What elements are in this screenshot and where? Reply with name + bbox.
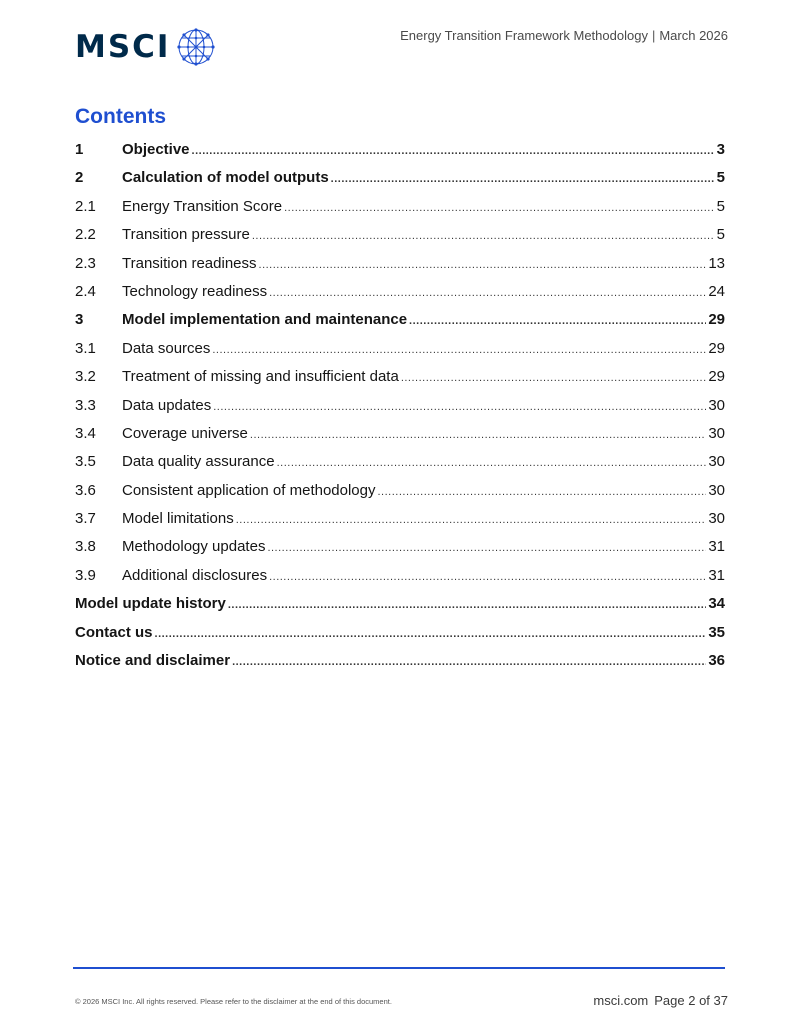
toc-leader-dots <box>250 429 706 441</box>
toc-entry-title: Treatment of missing and insufficient data <box>122 368 399 386</box>
toc-entry-title: Transition readiness <box>122 254 257 272</box>
toc-entry-number: 2 <box>75 169 84 187</box>
toc-entry-page: 5 <box>716 197 725 215</box>
logo-wordmark: MSCI <box>75 28 171 65</box>
toc-entry-number: 2.4 <box>75 282 96 300</box>
toc-entry-title: Data updates <box>122 396 212 414</box>
toc-entry[interactable] <box>75 595 725 623</box>
toc-entry[interactable] <box>75 453 725 481</box>
table-of-contents <box>75 141 725 680</box>
toc-leader-dots <box>252 230 715 242</box>
toc-entry-page: 3 <box>716 141 725 158</box>
toc-leader-dots <box>401 372 707 384</box>
footer-site: msci.com <box>593 993 649 1008</box>
toc-entry-number: 3.8 <box>75 538 96 556</box>
toc-leader-dots <box>378 486 707 498</box>
toc-leader-dots <box>267 542 706 554</box>
toc-entry-page: 24 <box>708 282 725 300</box>
toc-entry-page: 29 <box>708 311 725 329</box>
toc-entry-page: 34 <box>708 595 725 613</box>
document-title: Energy Transition Framework Methodology <box>400 28 648 43</box>
toc-entry[interactable] <box>75 624 725 652</box>
toc-entry-page: 29 <box>708 368 725 386</box>
toc-entry-title: Notice and disclaimer <box>75 652 231 670</box>
toc-entry-title: Energy Transition Score <box>122 197 283 215</box>
toc-entry-title: Model update history <box>75 595 226 613</box>
toc-entry-page: 31 <box>708 538 725 556</box>
toc-entry[interactable] <box>75 255 725 283</box>
toc-entry-page: 13 <box>708 254 725 272</box>
toc-entry-title: Data quality assurance <box>122 453 275 471</box>
toc-entry[interactable] <box>75 425 725 453</box>
document-header <box>400 28 728 43</box>
toc-entry-title: Technology readiness <box>122 282 268 300</box>
toc-entry-page: 36 <box>708 652 725 670</box>
toc-entry-number: 3.3 <box>75 396 96 414</box>
copyright-notice: © 2026 MSCI Inc. All rights reserved. Please refer to the disclaimer at the end of this document. <box>75 997 392 1006</box>
globe-icon <box>176 27 216 67</box>
toc-entry-number: 3.6 <box>75 481 96 499</box>
toc-leader-dots <box>212 344 706 356</box>
toc-entry-page: 30 <box>708 424 725 442</box>
toc-entry-title: Objective <box>122 141 190 158</box>
toc-entry-number: 3.9 <box>75 566 96 584</box>
toc-entry-title: Methodology updates <box>122 538 266 556</box>
header-separator: | <box>651 28 656 43</box>
toc-entry-title: Calculation of model outputs <box>122 169 329 187</box>
toc-entry[interactable] <box>75 397 725 425</box>
toc-entry[interactable] <box>75 482 725 510</box>
toc-entry-page: 30 <box>708 396 725 414</box>
toc-entry-number: 1 <box>75 141 84 158</box>
toc-entry-number: 3 <box>75 311 84 329</box>
toc-leader-dots <box>409 315 706 327</box>
toc-entry-number: 2.3 <box>75 254 96 272</box>
toc-entry-page: 35 <box>708 623 725 641</box>
toc-entry[interactable] <box>75 141 725 169</box>
toc-entry-number: 3.7 <box>75 510 96 528</box>
toc-entry-page: 5 <box>716 226 725 244</box>
toc-entry[interactable] <box>75 283 725 311</box>
toc-entry-page: 30 <box>708 481 725 499</box>
toc-entry[interactable] <box>75 567 725 595</box>
toc-entry[interactable] <box>75 538 725 566</box>
toc-entry-title: Data sources <box>122 339 211 357</box>
toc-entry[interactable] <box>75 652 725 680</box>
toc-leader-dots <box>277 457 707 469</box>
toc-leader-dots <box>236 514 707 526</box>
toc-leader-dots <box>269 287 706 299</box>
toc-entry-number: 2.1 <box>75 197 96 215</box>
msci-logo <box>75 27 216 67</box>
toc-entry-number: 3.2 <box>75 368 96 386</box>
contents-heading: Contents <box>75 105 166 128</box>
toc-entry[interactable] <box>75 198 725 226</box>
toc-leader-dots <box>155 628 707 640</box>
toc-entry[interactable] <box>75 368 725 396</box>
toc-leader-dots <box>269 571 706 583</box>
toc-entry-title: Transition pressure <box>122 226 250 244</box>
toc-entry[interactable] <box>75 510 725 538</box>
toc-entry-number: 3.1 <box>75 339 96 357</box>
document-date: March 2026 <box>659 28 728 43</box>
toc-entry-number: 2.2 <box>75 226 96 244</box>
toc-entry-title: Consistent application of methodology <box>122 481 376 499</box>
toc-entry-title: Contact us <box>75 623 153 641</box>
toc-entry-page: 29 <box>708 339 725 357</box>
page-footer <box>593 993 728 1008</box>
toc-entry[interactable] <box>75 169 725 197</box>
toc-leader-dots <box>284 202 715 214</box>
toc-entry-title: Model implementation and maintenance <box>122 311 408 329</box>
footer-divider <box>73 967 725 969</box>
toc-leader-dots <box>192 145 715 157</box>
toc-entry-title: Additional disclosures <box>122 566 268 584</box>
toc-leader-dots <box>259 259 707 271</box>
toc-entry[interactable] <box>75 340 725 368</box>
toc-entry-page: 30 <box>708 510 725 528</box>
page-number: Page 2 of 37 <box>654 993 728 1008</box>
toc-entry[interactable] <box>75 311 725 339</box>
toc-entry-title: Coverage universe <box>122 424 248 442</box>
toc-entry-title: Model limitations <box>122 510 234 528</box>
toc-leader-dots <box>331 173 715 185</box>
toc-leader-dots <box>228 599 706 611</box>
toc-leader-dots <box>232 656 706 668</box>
toc-entry-page: 31 <box>708 566 725 584</box>
toc-entry[interactable] <box>75 226 725 254</box>
toc-entry-page: 5 <box>716 169 725 187</box>
toc-entry-number: 3.4 <box>75 424 96 442</box>
toc-leader-dots <box>213 401 706 413</box>
toc-entry-page: 30 <box>708 453 725 471</box>
toc-entry-number: 3.5 <box>75 453 96 471</box>
